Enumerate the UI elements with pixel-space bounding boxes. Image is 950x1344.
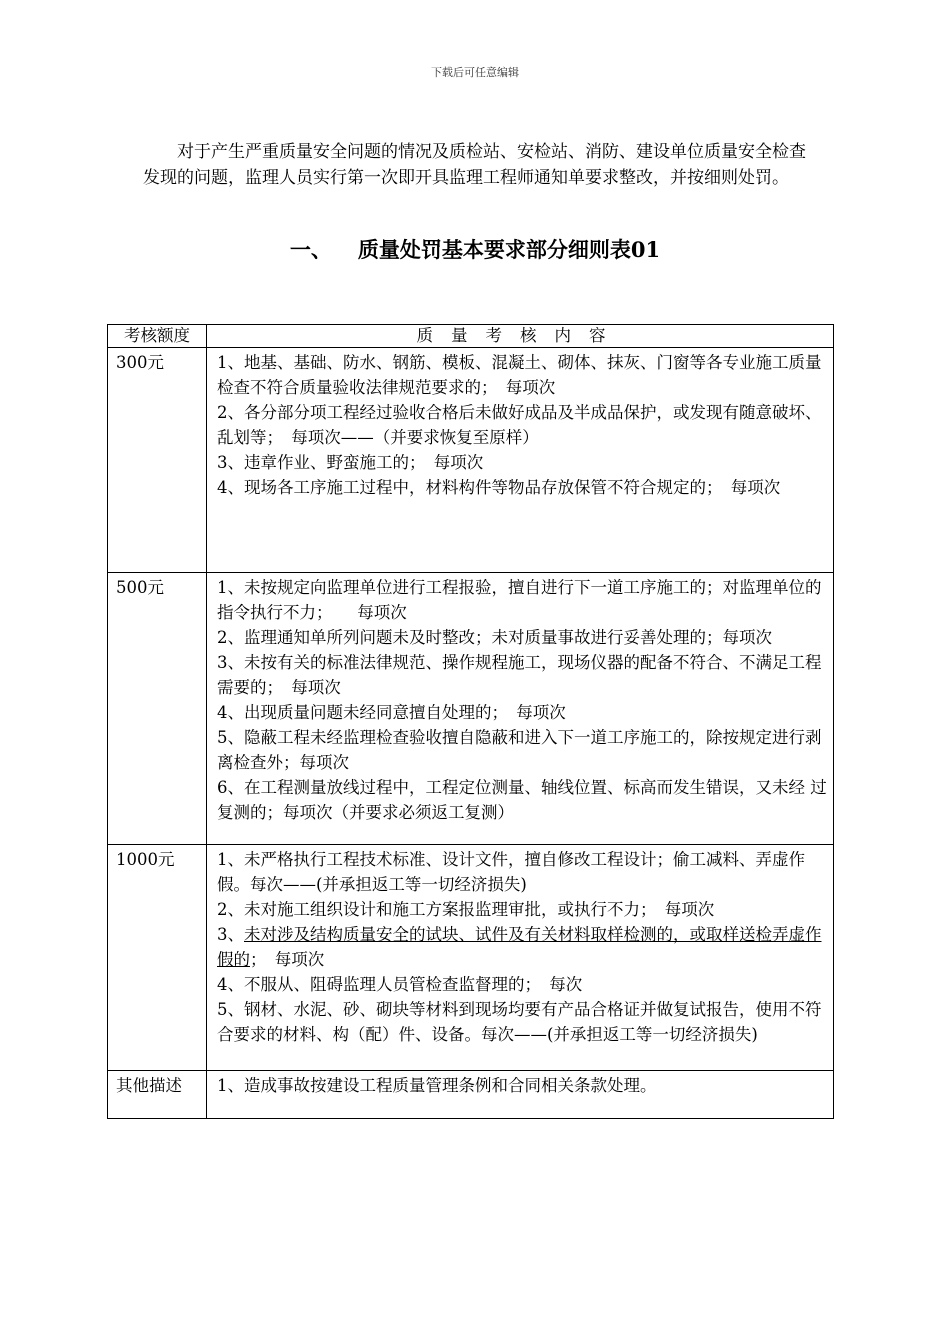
- header-note: 下载后可任意编辑: [431, 66, 519, 79]
- list-item: 6、在工程测量放线过程中，工程定位测量、轴线位置、标高而发生错误，又未经 过复测的；每项次（并要求必须返工复测）: [217, 778, 827, 822]
- list-item-prefix: 3、: [217, 925, 244, 944]
- list-item: 2、监理通知单所列问题未及时整改；未对质量事故进行妥善处理的；每项次: [217, 628, 772, 647]
- list-item: 3、违章作业、野蛮施工的； 每项次: [217, 453, 484, 472]
- amount-cell: 300元: [108, 348, 207, 573]
- list-item: 4、现场各工序施工过程中，材料构件等物品存放保管不符合规定的； 每项次: [217, 478, 781, 497]
- amount-cell: 500元: [108, 573, 207, 845]
- list-item: 2、未对施工组织设计和施工方案报监理审批，或执行不力； 每项次: [217, 900, 715, 919]
- list-item: 4、不服从、阻碍监理人员管检查监督理的； 每次: [217, 975, 583, 994]
- list-item: 1、造成事故按建设工程质量管理条例和合同相关条款处理。: [217, 1076, 657, 1095]
- header-content-text: 质量考核内容: [416, 326, 624, 345]
- amount-cell: 1000元: [108, 845, 207, 1071]
- list-item: 3、未按有关的标准法律规范、操作规程施工，现场仪器的配备不符合、不满足工程需要的； 每项次: [217, 653, 822, 697]
- list-item: 5、隐蔽工程未经监理检查验收擅自隐蔽和进入下一道工序施工的，除按规定进行剥离检查外；每项次: [217, 728, 822, 772]
- list-item: 1、地基、基础、防水、钢筋、模板、混凝土、砌体、抹灰、门窗等各专业施工质量检查不符合质量验收法律规范要求的； 每项次: [217, 353, 822, 397]
- list-item: 4、出现质量问题未经同意擅自处理的； 每项次: [217, 703, 566, 722]
- amount-cell: 其他描述: [108, 1071, 207, 1119]
- content-cell: [207, 1071, 834, 1119]
- list-item-suffix: ； 每项次: [250, 950, 325, 969]
- penalty-table: [107, 324, 834, 1119]
- content-cell: [207, 573, 834, 845]
- header-content: [207, 325, 834, 348]
- section-number: 一、: [289, 237, 332, 262]
- list-item: [217, 922, 827, 972]
- list-item: 1、未严格执行工程技术标准、设计文件，擅自修改工程设计；偷工减料、弄虚作假。每次——(并承担返工等一切经济损失): [217, 850, 805, 894]
- content-cell: [207, 348, 834, 573]
- list-item: 5、钢材、水泥、砂、砌块等材料到现场均要有产品合格证并做复试报告，使用不符合要求的材料、构（配）件、设备。每次——(并承担返工等一切经济损失): [217, 1000, 822, 1044]
- underlined-text: 未对涉及结构质量安全的试块、试件及有关材料取样检测的，或取样送检弄虚作假的: [217, 925, 822, 969]
- list-item: 1、未按规定向监理单位进行工程报验，擅自进行下一道工序施工的；对监理单位的指令执行不力； 每项次: [217, 578, 822, 622]
- content-cell: [207, 845, 834, 1071]
- list-item: 2、各分部分项工程经过验收合格后未做好成品及半成品保护，或发现有随意破坏、乱划等； 每项次——（并要求恢复至原样）: [217, 403, 822, 447]
- table-row: [108, 573, 834, 845]
- intro-paragraph: 对于产生严重质量安全问题的情况及质检站、安检站、消防、建设单位质量安全检查发现的问题，监理人员实行第一次即开具监理工程师通知单要求整改，并按细则处罚。: [143, 142, 806, 188]
- table-header-row: [108, 325, 834, 348]
- table-row: [108, 845, 834, 1071]
- header-amount: 考核额度: [108, 325, 207, 348]
- table-row: [108, 348, 834, 573]
- section-title: [0, 234, 950, 264]
- table-row: [108, 1071, 834, 1119]
- section-title-text: 质量处罚基本要求部分细则表01: [357, 237, 661, 262]
